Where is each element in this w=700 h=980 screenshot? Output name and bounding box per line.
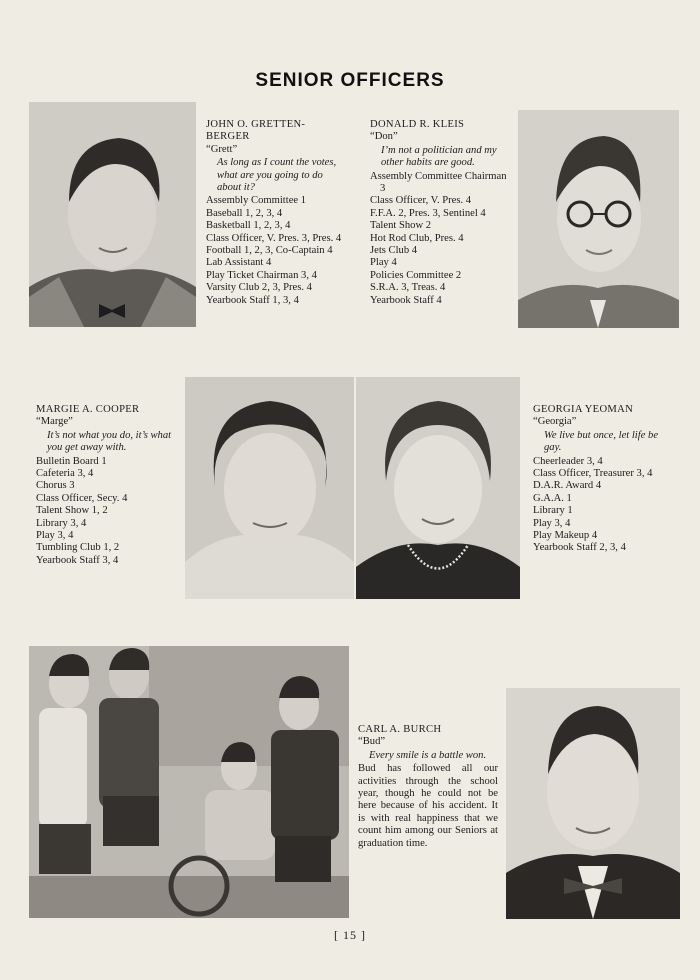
activity-item: Hot Rod Club, Pres. 4: [370, 232, 464, 244]
activity-item: Library 1: [533, 505, 573, 517]
activity-item: Play Ticket Chairman 3, 4: [206, 269, 317, 281]
activity-item: Policies Committee 2: [370, 269, 462, 281]
senior-quote: We live but once, let life be gay.: [544, 429, 659, 454]
activity-item: Cafeteria 3, 4: [36, 468, 94, 480]
activity-item: Class Officer, Secy. 4: [36, 492, 128, 504]
page-title: SENIOR OFFICERS: [255, 70, 445, 91]
photo-john-grettenberger: [29, 102, 196, 327]
activity-item: Chorus 3: [36, 480, 75, 492]
activity-item: Jets Club 4: [370, 245, 418, 257]
senior-nickname: “Georgia”: [533, 416, 577, 428]
activity-item: Lab Assistant 4: [206, 257, 272, 269]
activity-item: Talent Show 1, 2: [36, 505, 108, 517]
activity-item: Baseball 1, 2, 3, 4: [206, 207, 283, 219]
activity-item: S.R.A. 3, Treas. 4: [370, 282, 446, 294]
activity-item: Assembly Committee 1: [206, 195, 307, 207]
activity-item: Talent Show 2: [370, 220, 432, 232]
senior-quote: It’s not what you do, it’s what you get away with.: [47, 429, 172, 454]
activity-item: Tumbling Club 1, 2: [36, 542, 120, 554]
photo-donald-kleis: [518, 110, 679, 328]
senior-description: Bud has followed all our activities through the school year, though he could not be here because of his accident. It is with real happiness that we count him among our Seniors at graduation time.: [358, 763, 498, 849]
senior-name: MARGIE A. COOPER: [36, 404, 140, 415]
activity-item: Class Officer, V. Pres. 4: [370, 195, 472, 207]
senior-quote: I’m not a politician and my other habits are good.: [381, 144, 497, 169]
photo-basketball-group: [29, 646, 349, 918]
activity-item: Yearbook Staff 2, 3, 4: [533, 542, 626, 554]
activity-item: Varsity Club 2, 3, Pres. 4: [206, 282, 312, 294]
activity-item: Yearbook Staff 3, 4: [36, 554, 119, 566]
activity-item: Play 3, 4: [36, 530, 74, 542]
activity-item: Play 4: [370, 257, 397, 269]
activity-item: D.A.R. Award 4: [533, 480, 602, 492]
activity-item: Library 3, 4: [36, 517, 87, 529]
activity-item: G.A.A. 1: [533, 492, 572, 504]
senior-entry-margie: [36, 404, 176, 567]
senior-nickname: “Don”: [370, 131, 398, 143]
activity-item: Play Makeup 4: [533, 530, 598, 542]
activity-item: F.F.A. 2, Pres. 3, Sentinel 4: [370, 207, 486, 219]
activity-item: Yearbook Staff 4: [370, 294, 442, 306]
senior-name: DONALD R. KLEIS: [370, 119, 465, 130]
activity-item: Cheerleader 3, 4: [533, 455, 603, 467]
activity-item: Football 1, 2, 3, Co-Captain 4: [206, 245, 333, 257]
senior-quote: Every smile is a battle won.: [369, 749, 487, 761]
senior-name: JOHN O. GRETTEN-BERGER: [206, 119, 306, 143]
photo-georgia-yeoman: [356, 377, 520, 599]
senior-entry-john: [206, 119, 346, 307]
activity-item: Bulletin Board 1: [36, 455, 107, 467]
senior-entry-donald: [370, 119, 510, 307]
photo-margie-cooper: [185, 377, 354, 599]
senior-quote: As long as I count the votes, what are you going to do about it?: [217, 157, 337, 194]
activity-item: Class Officer, V. Pres. 3, Pres. 4: [206, 232, 342, 244]
photo-carl-burch: [506, 688, 680, 919]
activity-item: Basketball 1, 2, 3, 4: [206, 220, 291, 232]
senior-entry-georgia: [533, 404, 675, 555]
senior-name: CARL A. BURCH: [358, 724, 442, 735]
senior-entry-carl: [358, 724, 498, 850]
senior-name: GEORGIA YEOMAN: [533, 404, 634, 415]
activity-item: Assembly Committee Chairman 3: [370, 170, 507, 195]
senior-nickname: “Grett”: [206, 143, 238, 155]
senior-nickname: “Bud”: [358, 736, 386, 748]
activity-item: Play 3, 4: [533, 517, 571, 529]
page-number: [ 15 ]: [334, 928, 366, 942]
senior-nickname: “Marge”: [36, 416, 73, 428]
activity-item: Yearbook Staff 1, 3, 4: [206, 294, 299, 306]
activity-item: Class Officer, Treasurer 3, 4: [533, 468, 653, 480]
